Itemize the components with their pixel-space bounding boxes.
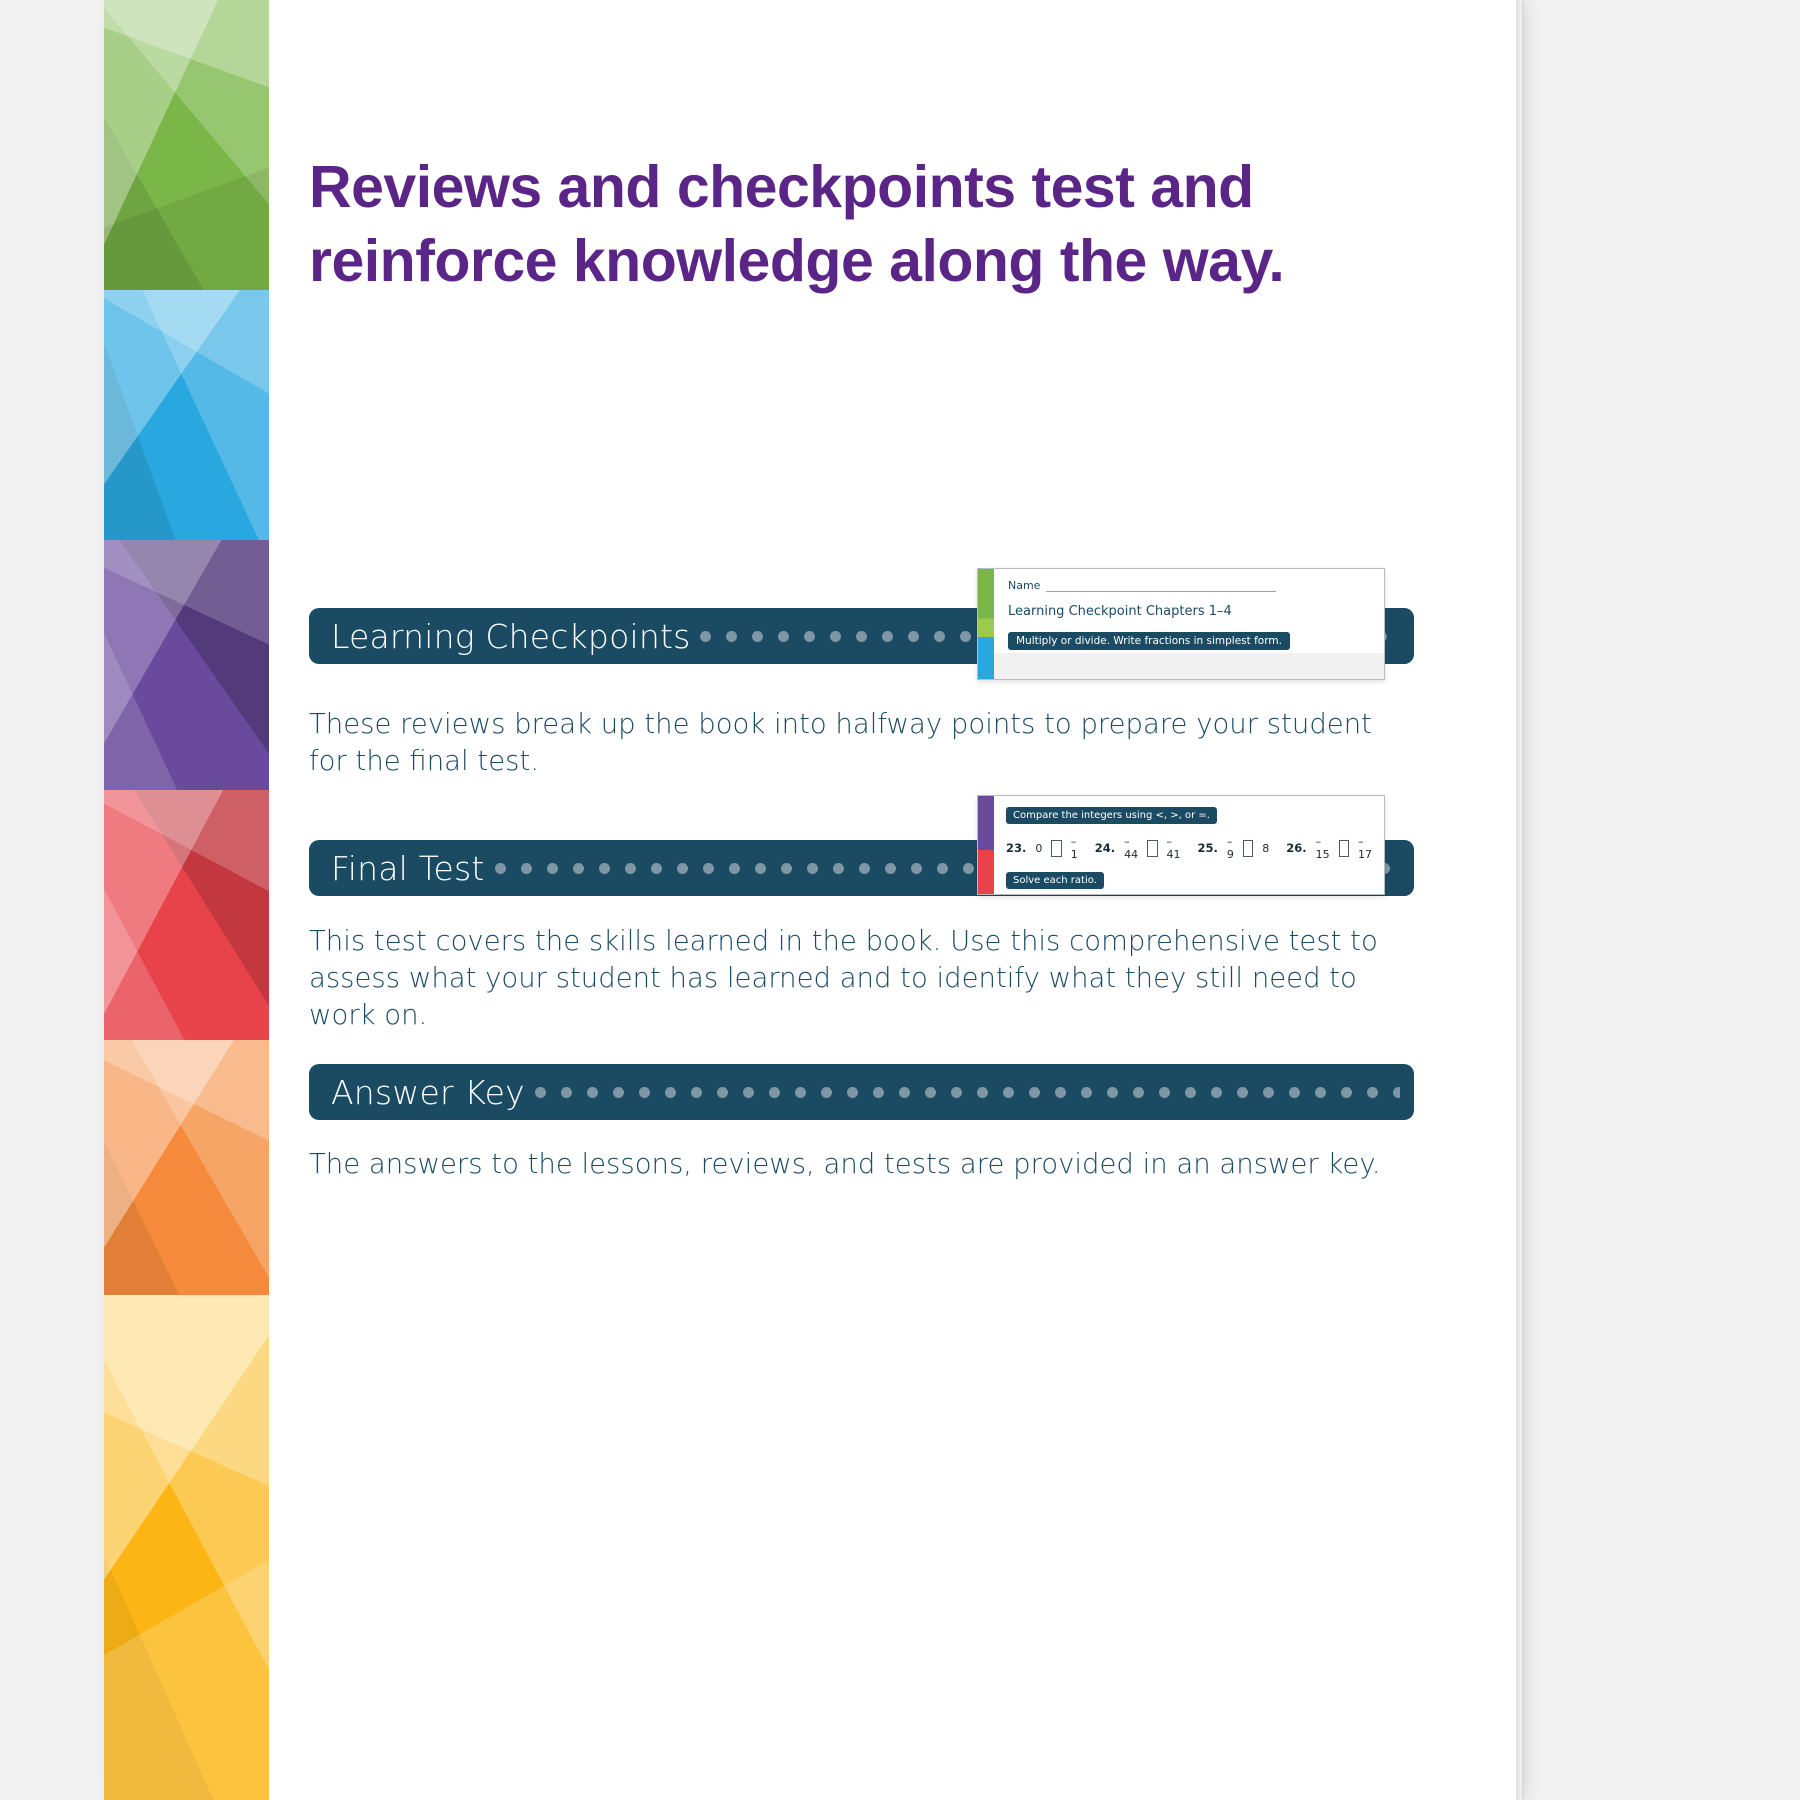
answer-box xyxy=(1147,840,1157,857)
thumbnail-edge-stripe xyxy=(978,796,994,894)
thumbnail-edge-stripe xyxy=(978,569,994,679)
problem-right-value: –17 xyxy=(1358,835,1372,861)
worksheet-name-label: Name xyxy=(1008,579,1041,592)
stripe-band-orange xyxy=(104,1040,269,1295)
section-body-answer-key: The answers to the lessons, reviews, and tests are provided in an answer key. xyxy=(309,1148,1381,1180)
worksheet-problem-row xyxy=(1006,835,1372,861)
section-label: Learning Checkpoints xyxy=(331,616,691,656)
problem-left-value: 0 xyxy=(1035,841,1043,855)
thumbnail-worksheet xyxy=(994,796,1384,894)
answer-box xyxy=(1051,840,1061,857)
worksheet-directions: Multiply or divide. Write fractions in simplest form. xyxy=(1008,632,1290,650)
problem-right-value: –41 xyxy=(1166,835,1181,861)
problem-right-value: –1 xyxy=(1070,835,1078,861)
page-content xyxy=(269,0,1522,1800)
problem-left-value: –9 xyxy=(1226,835,1234,861)
stripe-band-green xyxy=(104,0,269,290)
problem-number: 23. xyxy=(1006,841,1027,855)
problem-left-value: –44 xyxy=(1124,835,1139,861)
answer-box xyxy=(1339,840,1349,857)
stripe-band-purple xyxy=(104,540,269,790)
section-body-final-test: This test covers the skills learned in the book. Use this comprehensive test to assess what your student has learned and to identify what they still need to work on. xyxy=(309,925,1378,1032)
section-label: Answer Key xyxy=(331,1072,525,1112)
stripe-band-yellow xyxy=(104,1295,269,1800)
stripe-band-blue xyxy=(104,290,269,540)
section-bar-answer-key xyxy=(309,1064,1414,1120)
answer-box xyxy=(1243,840,1253,857)
page-title: Reviews and checkpoints test and reinforce knowledge along the way. xyxy=(309,154,1285,295)
section-body-learning-checkpoints: These reviews break up the book into halfway points to prepare your student for the final test. xyxy=(309,708,1372,778)
worksheet-title: Learning Checkpoint Chapters 1–4 xyxy=(1008,604,1232,619)
thumbnail-learning-checkpoint xyxy=(977,568,1385,680)
worksheet-directions-bottom: Solve each ratio. xyxy=(1006,872,1104,889)
worksheet-directions-top: Compare the integers using <, >, or =. xyxy=(1006,807,1217,824)
problem-number: 26. xyxy=(1286,841,1307,855)
worksheet-bottom-band xyxy=(994,653,1384,679)
problem-number: 25. xyxy=(1197,841,1218,855)
problem-number: 24. xyxy=(1094,841,1116,855)
decorative-color-stripe xyxy=(104,0,269,1800)
problem-right-value: 8 xyxy=(1262,841,1270,855)
section-label: Final Test xyxy=(331,848,485,888)
worksheet-name-rule xyxy=(1046,580,1276,592)
problem-left-value: –15 xyxy=(1315,835,1330,861)
stripe-band-red xyxy=(104,790,269,1040)
thumbnail-final-test xyxy=(977,795,1385,895)
dot-leader xyxy=(535,1064,1400,1120)
worksheet-name-field xyxy=(1008,579,1370,592)
